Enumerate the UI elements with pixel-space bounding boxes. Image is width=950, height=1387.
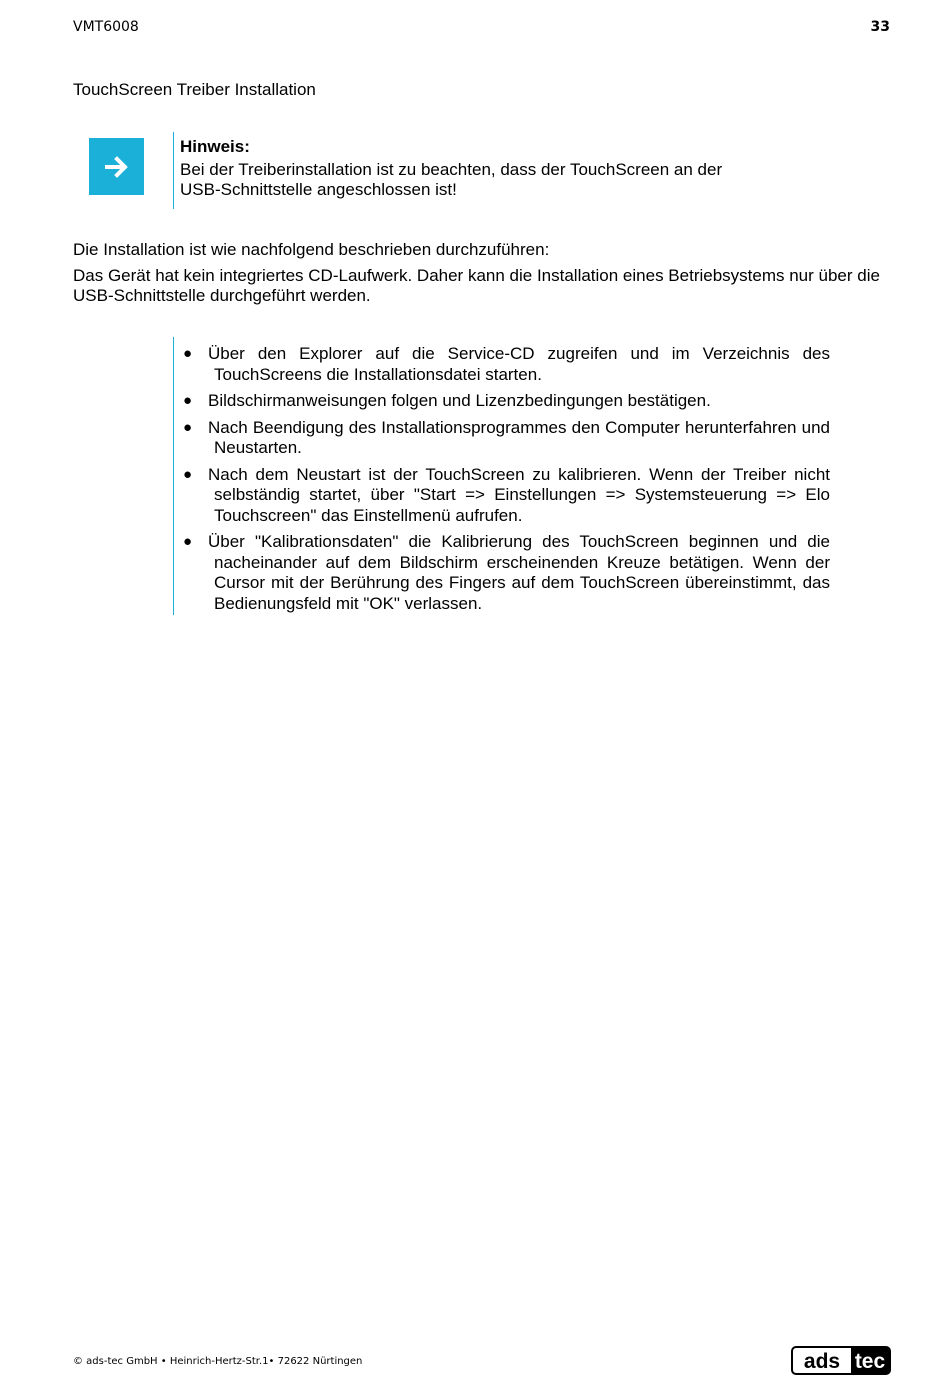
note-title: Hinweis: xyxy=(180,137,250,156)
bullet-icon: ● xyxy=(183,418,193,436)
bullet-icon: ● xyxy=(183,465,193,483)
logo-text-tec: tec xyxy=(854,1350,886,1373)
note-line: Bei der Treiberinstallation ist zu beachten, dass der TouchScreen an der xyxy=(180,160,723,179)
list-item xyxy=(174,465,830,527)
intro-text xyxy=(73,240,893,312)
logo-text-ads: ads xyxy=(803,1350,841,1373)
footer-address: © ads-tec GmbH • Heinrich-Hertz-Str.1• 72622 Nürtingen xyxy=(73,1356,363,1367)
intro-paragraph: Das Gerät hat kein integriertes CD-Laufwerk. Daher kann die Installation eines Betriebsystems nur über die USB-Schnittstelle durchgeführt werden. xyxy=(73,266,880,305)
bullet-icon: ● xyxy=(183,345,193,362)
note-text xyxy=(180,160,813,200)
intro-paragraph: Die Installation ist wie nachfolgend beschrieben durchzuführen: xyxy=(73,240,550,259)
steps-list xyxy=(174,344,830,620)
bullet-icon: ● xyxy=(183,392,193,409)
note-icon-box xyxy=(89,138,144,195)
ads-tec-logo xyxy=(791,1346,891,1375)
instruction-steps xyxy=(173,337,829,615)
step-text: Über den Explorer auf die Service-CD zugreifen und im Verzeichnis des TouchScreens die Installationsdatei starten. xyxy=(208,344,830,384)
page-number: 33 xyxy=(870,19,890,35)
list-item xyxy=(174,391,830,412)
note-line: USB-Schnittstelle angeschlossen ist! xyxy=(180,180,457,199)
list-item xyxy=(174,418,830,459)
step-text: Nach Beendigung des Installationsprogrammes den Computer herunterfahren und Neustarten. xyxy=(208,417,830,457)
document-id: VMT6008 xyxy=(73,19,139,35)
arrow-right-icon xyxy=(104,154,130,180)
list-item xyxy=(174,532,830,614)
bullet-icon: ● xyxy=(183,533,193,550)
step-text: Bildschirmanweisungen folgen und Lizenzbedingungen bestätigen. xyxy=(208,391,711,410)
step-text: Über "Kalibrationsdaten" die Kalibrierung des TouchScreen beginnen und die nacheinander auf dem Bildschirm erscheinenden Kreuze betätigen. Wenn der Cursor mit der Berührung des Fingers auf dem TouchScreen übereinstimmt, das Bedienungsfeld mit "OK" verlassen. xyxy=(208,532,830,613)
section-title: TouchScreen Treiber Installation xyxy=(73,80,316,99)
note-box xyxy=(173,132,813,209)
step-text: Nach dem Neustart ist der TouchScreen zu kalibrieren. Wenn der Treiber nicht selbständig startet, über "Start => Einstellungen => Systemsteuerung => Elo Touchscreen" das Einstellmenü aufrufen. xyxy=(208,464,830,525)
list-item xyxy=(174,344,830,385)
